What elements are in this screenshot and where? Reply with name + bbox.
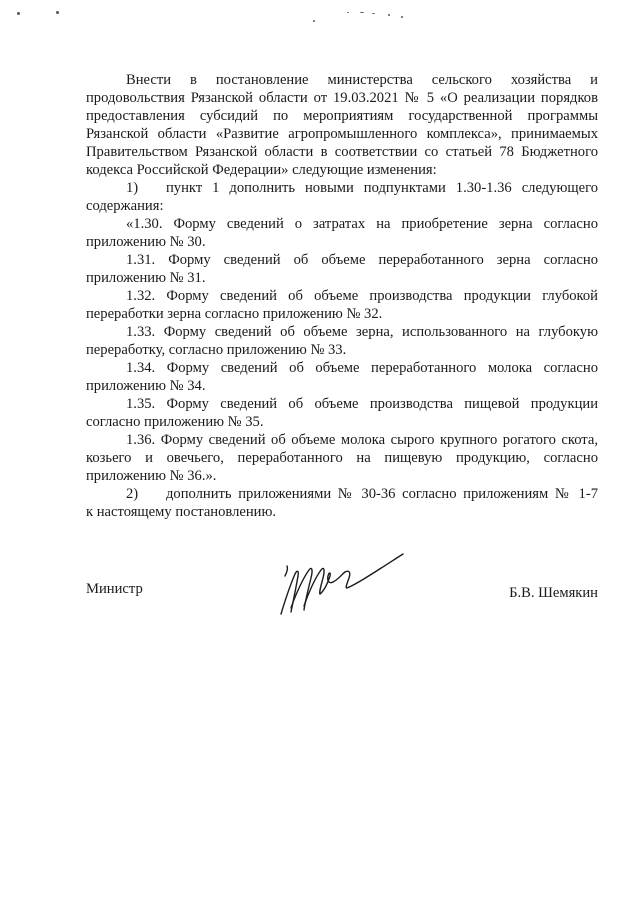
sub-item-1-33: 1.33. Форму сведений об объеме зерна, использованного на глубокую переработку, согласно приложению № 33.	[86, 324, 598, 358]
signatory-title: Министр	[86, 581, 143, 597]
scan-speck	[401, 16, 403, 18]
sub-item-1-35: 1.35. Форму сведений об объеме производства пищевой продукции согласно приложению № 35.	[86, 396, 598, 430]
document-body	[86, 71, 598, 521]
signatory-name: Б.В. Шемякин	[509, 585, 598, 601]
list-item-1	[86, 179, 598, 197]
scan-speck	[313, 20, 315, 22]
handwritten-signature	[275, 548, 405, 628]
intro-paragraph: Внести в постановление министерства сельского хозяйства и продовольствия Рязанской области от 19.03.2021 № 5 «О реализации порядков предоставления субсидий по мероприятиям государственной программы Рязанской области «Развитие агропромышленного комплекса», принимаемых Правительством Рязанской области в соответствии со статьей 78 Бюджетного кодекса Российской Федерации» следующие изменения:	[86, 72, 598, 178]
list-item-2-continuation: к настоящему постановлению.	[86, 504, 277, 520]
scan-speck	[17, 12, 20, 15]
scan-speck	[360, 12, 364, 13]
sub-item-1-30: «1.30. Форму сведений о затратах на приобретение зерна согласно приложению № 30.	[86, 216, 598, 250]
sub-item-1-36: 1.36. Форму сведений об объеме молока сырого крупного рогатого скота, козьего и овечьего, переработанного на пищевую продукцию, согласно приложению № 36.».	[86, 432, 598, 484]
scan-speck	[347, 12, 349, 13]
list-item-2	[86, 485, 598, 503]
scan-speck	[372, 13, 375, 14]
list-item-1-continuation: содержания:	[86, 198, 164, 214]
list-number-2: 2)	[126, 486, 139, 502]
sub-item-1-32: 1.32. Форму сведений об объеме производства продукции глубокой переработки зерна согласно приложению № 32.	[86, 288, 598, 322]
list-number-1: 1)	[126, 180, 139, 196]
sub-item-1-34: 1.34. Форму сведений об объеме переработанного молока согласно приложению № 34.	[86, 360, 598, 394]
scan-speck	[388, 14, 390, 16]
list-item-2-text: дополнить приложениями № 30-36 согласно приложениям № 1-7	[166, 486, 598, 502]
scan-speck	[56, 11, 59, 14]
list-item-1-text: пункт 1 дополнить новыми подпунктами 1.30-1.36 следующего	[166, 180, 598, 196]
sub-item-1-31: 1.31. Форму сведений об объеме переработанного зерна согласно приложению № 31.	[86, 252, 598, 286]
